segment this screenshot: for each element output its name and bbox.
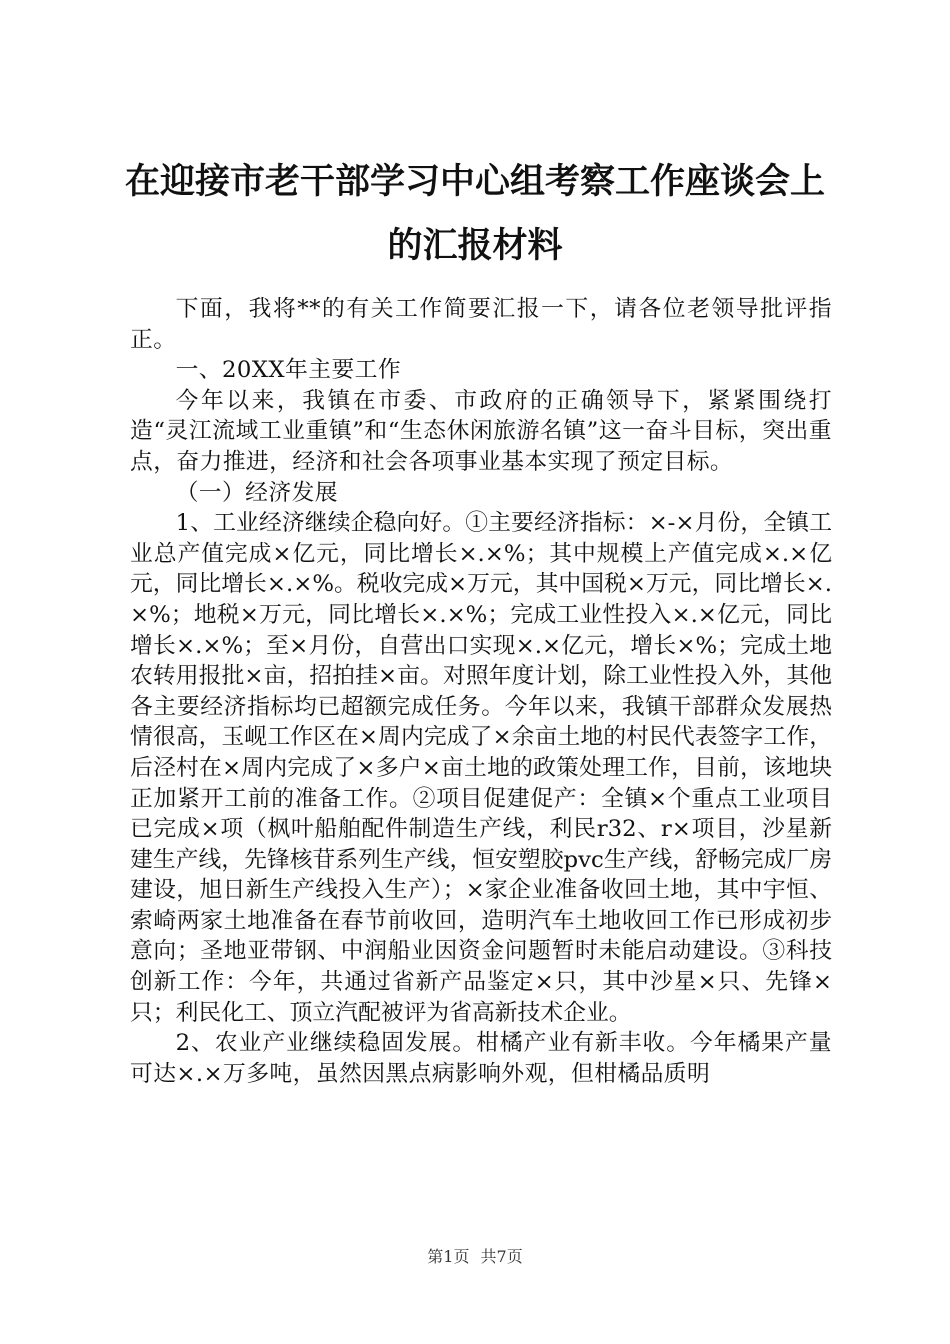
overview-paragraph: 今年以来，我镇在市委、市政府的正确领导下，紧紧围绕打造“灵江流域工业重镇”和“生态休闲旅游名镇”这一奋斗目标，突出重点，奋力推进，经济和社会各项事业基本实现了预定目标。 bbox=[130, 387, 832, 475]
page-number: 第1页 bbox=[427, 1247, 470, 1266]
section-heading: 一、20XX年主要工作 bbox=[175, 357, 402, 384]
subsection-heading: （一）经济发展 bbox=[175, 479, 338, 506]
agriculture-paragraph: 2、农业产业继续稳固发展。柑橘产业有新丰收。今年橘果产量可达×.×万多吨，虽然因黑点病影响外观，但柑橘品质明 bbox=[130, 1030, 832, 1087]
document-body bbox=[130, 294, 832, 1089]
document-title: 在迎接市老干部学习中心组考察工作座谈会上的汇报材料 bbox=[124, 161, 825, 266]
page-total: 共7页 bbox=[480, 1247, 523, 1266]
page-footer bbox=[0, 1244, 950, 1267]
industry-paragraph: 1、工业经济继续企稳向好。①主要经济指标：×-×月份，全镇工业总产值完成×亿元，同比增长×.×%；其中规模上产值完成×.×亿元，同比增长×.×%。税收完成×万元，其中国税×万元，同比增长×.×%；地税×万元，同比增长×.×%；完成工业性投入×.×亿元，同比增长×.×%；至×月份，自营出口实现×.×亿元，增长×%；完成土地农转用报批×亩，招拍挂×亩。对照年度计划，除工业性投入外，其他各主要经济指标均已超额完成任务。今年以来，我镇干部群众发展热情很高，玉岘工作区在×周内完成了×余亩土地的村民代表签字工作，后泾村在×周内完成了×多户×亩土地的政策处理工作，目前，该地块正加紧开工前的准备工作。②项目促建促产：全镇×个重点工业项目已完成×项（枫叶船舶配件制造生产线，利民r32、r×项目，沙星新建生产线，先锋核苷系列生产线，恒安塑胶pvc生产线，舒畅完成厂房建设，旭日新生产线投入生产）；×家企业准备收回土地，其中宇恒、索崎两家土地准备在春节前收回，造明汽车土地收回工作已形成初步意向；圣地亚带钢、中润船业因资金问题暂时未能启动建设。③科技创新工作：今年，共通过省新产品鉴定×只，其中沙星×只、先锋×只；利民化工、顶立汽配被评为省高新技术企业。 bbox=[130, 510, 832, 1026]
intro-paragraph: 下面，我将**的有关工作简要汇报一下，请各位老领导批评指正。 bbox=[130, 296, 832, 353]
